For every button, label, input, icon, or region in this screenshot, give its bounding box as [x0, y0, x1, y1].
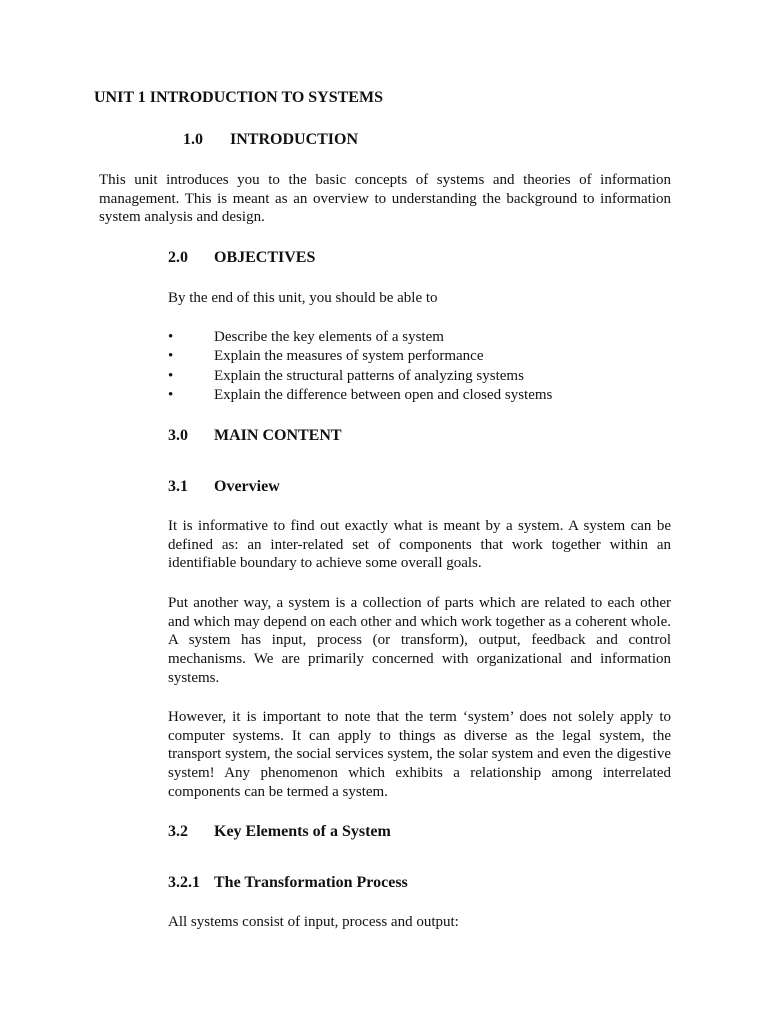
overview-paragraph-3: However, it is important to note that the term ‘system’ does not solely apply to computer systems. It can apply to things as diverse as the legal system, the transport system, the social services system, the solar system and even the digestive system! Any phenomenon which exhibits a relationship among interrelated components can be termed a system.: [168, 709, 671, 800]
section-number: 3.2.1: [168, 874, 200, 891]
section-heading-main-content: [168, 426, 468, 446]
bullet-icon: •: [168, 386, 174, 403]
list-item-text: Explain the difference between open and closed systems: [214, 386, 553, 403]
section-number: 3.2: [168, 823, 188, 840]
bullet-icon: •: [168, 348, 174, 365]
section-number: 3.1: [168, 478, 188, 495]
list-item: [168, 367, 648, 386]
section-title: OBJECTIVES: [214, 249, 316, 266]
objectives-lead: By the end of this unit, you should be able to: [168, 290, 438, 306]
overview-paragraph-2: Put another way, a system is a collection of parts which are related to each other and which may depend on each other and which work together as a coherent whole. A system has input, process (or transform), output, feedback and control mechanisms. We are primarily concerned with organizational and information systems.: [168, 595, 671, 686]
section-heading-key-elements: [168, 822, 488, 842]
list-item-text: Describe the key elements of a system: [214, 329, 444, 345]
section-heading-overview: [168, 477, 468, 497]
objectives-list: [168, 328, 648, 405]
section-number: 2.0: [168, 249, 188, 266]
list-item: [168, 328, 648, 347]
section-title: Key Elements of a System: [214, 823, 391, 840]
list-item: [168, 347, 648, 366]
transformation-text: All systems consist of input, process and output:: [168, 914, 459, 930]
list-item-text: Explain the measures of system performance: [214, 348, 484, 365]
list-item-text: Explain the structural patterns of analyzing systems: [214, 367, 524, 384]
unit-title: UNIT 1 INTRODUCTION TO SYSTEMS: [94, 89, 383, 106]
section-title: INTRODUCTION: [230, 131, 359, 148]
overview-paragraph-1: It is informative to find out exactly what is meant by a system. A system can be defined as: an inter-related set of components that work together within an identifiable boundary to achieve some overall goals.: [168, 518, 671, 572]
section-heading-transformation: [168, 873, 488, 893]
bullet-icon: •: [168, 367, 174, 384]
section-heading-introduction: [183, 130, 483, 150]
section-number: 1.0: [183, 131, 203, 148]
section-title: The Transformation Process: [214, 874, 408, 891]
bullet-icon: •: [168, 329, 174, 345]
list-item: [168, 386, 648, 405]
section-title: Overview: [214, 478, 280, 495]
section-heading-objectives: [168, 248, 468, 268]
section-number: 3.0: [168, 427, 188, 444]
section-title: MAIN CONTENT: [214, 427, 342, 444]
introduction-paragraph: This unit introduces you to the basic concepts of systems and theories of information management. This is meant as an overview to understanding the background to information system analysis and design.: [99, 172, 671, 226]
